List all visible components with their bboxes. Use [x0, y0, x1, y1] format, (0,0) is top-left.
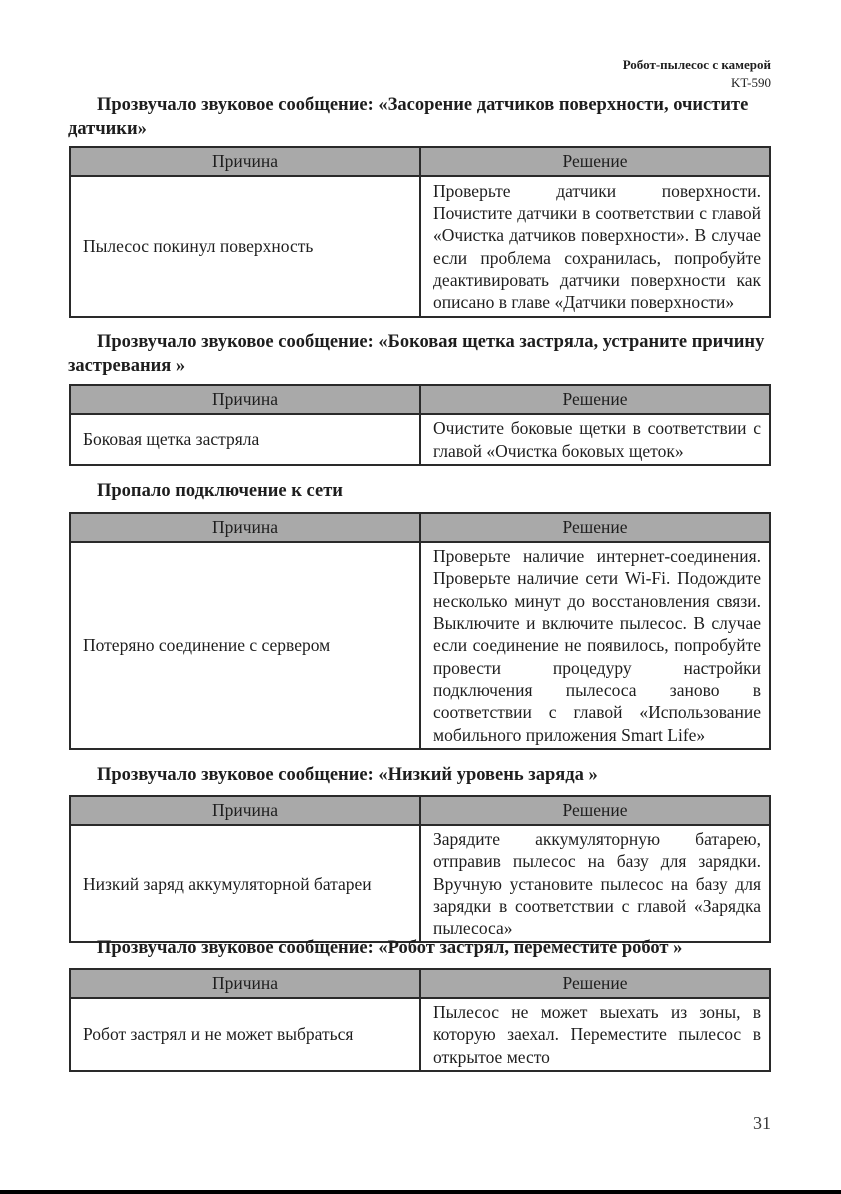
- cause-cell: Потеряно соединение с сервером: [70, 542, 420, 749]
- solution-cell: Зарядите аккумуляторную батарею, отправив пылесос на базу для зарядки. Вручную установите пылесос на базу для зарядки в соответствии с главой «Зарядка пылесоса»: [420, 825, 770, 942]
- troubleshooting-table: [69, 146, 771, 318]
- running-head-title: Робот-пылесос с камерой: [622, 57, 771, 72]
- cause-column-header: Причина: [70, 147, 420, 176]
- troubleshooting-table: [69, 384, 771, 466]
- troubleshooting-table: [69, 512, 771, 750]
- section-heading: Пропало подключение к сети: [97, 481, 343, 501]
- running-head-model: KT-590: [731, 75, 771, 90]
- troubleshooting-table: [69, 795, 771, 943]
- solution-column-header: Решение: [420, 147, 770, 176]
- cause-column-header: Причина: [70, 513, 420, 542]
- cause-cell: Боковая щетка застряла: [70, 414, 420, 465]
- section-heading: Прозвучало звуковое сообщение: «Боковая щетка застряла, устраните причину застревания »: [68, 332, 765, 376]
- solution-column-header: Решение: [420, 796, 770, 825]
- cause-cell: Пылесос покинул поверхность: [70, 176, 420, 317]
- cause-column-header: Причина: [70, 969, 420, 998]
- bottom-rule: [0, 1190, 841, 1194]
- cause-column-header: Причина: [70, 385, 420, 414]
- section-heading: Прозвучало звуковое сообщение: «Низкий уровень заряда »: [97, 765, 598, 785]
- section-heading: Прозвучало звуковое сообщение: «Робот застрял, переместите робот »: [97, 938, 683, 958]
- troubleshooting-table: [69, 968, 771, 1072]
- solution-cell: Пылесос не может выехать из зоны, в которую заехал. Переместите пылесос в открытое место: [420, 998, 770, 1071]
- section-heading: Прозвучало звуковое сообщение: «Засорение датчиков поверхности, очистите датчики»: [68, 95, 749, 139]
- page-number: 31: [753, 1113, 771, 1133]
- running-head: [623, 56, 771, 92]
- cause-column-header: Причина: [70, 796, 420, 825]
- cause-cell: Низкий заряд аккумуляторной батареи: [70, 825, 420, 942]
- solution-column-header: Решение: [420, 969, 770, 998]
- cause-cell: Робот застрял и не может выбраться: [70, 998, 420, 1071]
- solution-column-header: Решение: [420, 385, 770, 414]
- solution-cell: Проверьте датчики поверхности. Почистите датчики в соответствии с главой «Очистка датчиков поверхности». В случае если проблема сохранилась, попробуйте деактивировать датчики поверхности как описано в главе «Датчики поверхности»: [420, 176, 770, 317]
- solution-column-header: Решение: [420, 513, 770, 542]
- solution-cell: Проверьте наличие интернет-соединения. Проверьте наличие сети Wi-Fi. Подождите несколько минут до восстановления связи. Выключите и включите пылесос. В случае если соединение не появилось, попробуйте провести процедуру настройки подключения пылесоса заново в соответствии с главой «Использование мобильного приложения Smart Life»: [420, 542, 770, 749]
- solution-cell: Очистите боковые щетки в соответствии с главой «Очистка боковых щеток»: [420, 414, 770, 465]
